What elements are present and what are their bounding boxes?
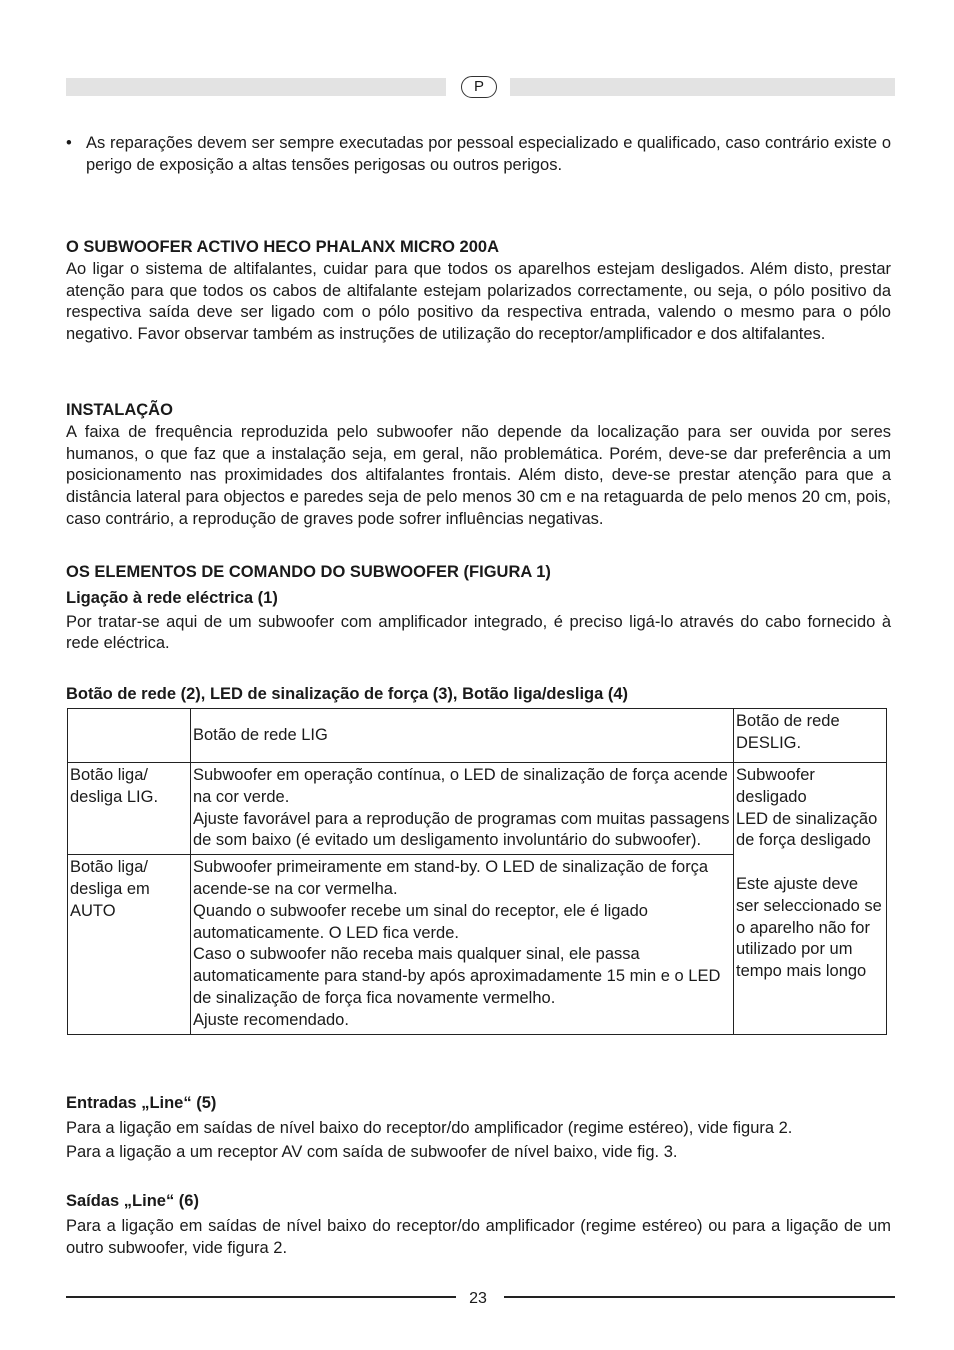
section-controls [66, 562, 891, 655]
section-installation [66, 400, 891, 531]
section-body: Por tratar-se aqui de um subwoofer com amplificador integrado, é preciso ligá-lo através do cabo fornecido à rede eléctrica. [66, 612, 891, 653]
header-bar-right [510, 78, 895, 96]
section-buttons [66, 684, 891, 706]
section-body: A faixa de frequência reproduzida pelo subwoofer não depende da localização para ser ouvida por seres humanos, o que faz que a instalação seja, em geral, não problemática. Porém, deve-se dar preferência a um posicionamento nas proximidades dos altifalantes frontais. Além disto, deve-se prestar atenção para que a distância lateral para objectos e paredes seja de pelo menos 30 cm e na retaguarda de pelo menos 20 cm, pois, caso contrário, a reprodução de graves pode sofrer influências negativas. [66, 422, 891, 528]
table-row-label: Botão liga/ desliga em AUTO [68, 855, 191, 1034]
table-cell-text: Quando o subwoofer recebe um sinal do receptor, ele é ligado automaticamente. O LED fica verde. [193, 901, 648, 942]
section-body: Ao ligar o sistema de altifalantes, cuidar para que todos os aparelhos estejam desligados. Além disto, prestar atenção para que todos os cabos de altifalante estejam polarizados correctamente, ou seja, o pólo positivo da respectiva saída deve ser ligado com o pólo positivo da respectiva entrada, valendo o mesmo para o pólo negativo. Favor observar também as instruções de utilização do receptor/amplificador e dos altifalantes. [66, 259, 891, 344]
section-title: OS ELEMENTOS DE COMANDO DO SUBWOOFER (FIGURA 1) [66, 563, 551, 581]
footer-rule-left [66, 1296, 456, 1298]
header-bar-left [66, 78, 446, 96]
section-line-inputs [66, 1093, 891, 1163]
table-row [68, 709, 887, 763]
table-header-off: Botão de rede DESLIG. [734, 709, 887, 763]
table-cell-empty [68, 709, 191, 763]
table-row-label: Botão liga/ desliga LIG. [68, 763, 191, 855]
section-line: Para a ligação em saídas de nível baixo do receptor/do amplificador (regime estéreo), vide figura 2. [66, 1118, 793, 1137]
table-row [68, 763, 887, 855]
spacer [736, 852, 884, 874]
section-subwoofer [66, 237, 891, 346]
page-number: 23 [469, 1290, 487, 1307]
table-cell-text: Ajuste recomendado. [193, 1010, 349, 1029]
table-cell-text: Subwoofer em operação contínua, o LED de sinalização de força acende na cor verde. [193, 766, 728, 806]
table-cell-text: Subwoofer primeiramente em stand-by. O LED de sinalização de força acende-se na cor vermelha. [193, 858, 709, 898]
table-cell [191, 855, 734, 1034]
section-title: Saídas „Line“ (6) [66, 1192, 199, 1210]
section-title: INSTALAÇÃO [66, 401, 173, 419]
section-subtitle: Ligação à rede eléctrica (1) [66, 588, 278, 607]
bullet-text: As reparações devem ser sempre executadas por pessoal especializado e qualificado, caso contrário existe o perigo de exposição a altas tensões perigosas ou outros perigos. [86, 134, 891, 174]
bullet-item [66, 133, 891, 177]
table-cell-off [734, 763, 887, 1035]
table-cell-text: LED de sinalização de força desligado [736, 809, 878, 850]
table-cell [191, 763, 734, 855]
section-title: O SUBWOOFER ACTIVO HECO PHALANX MICRO 200A [66, 238, 500, 256]
section-line-outputs [66, 1191, 891, 1259]
table-cell-text: Este ajuste deve ser seleccionado se o aparelho não for utilizado por um tempo mais longo [736, 874, 882, 981]
section-title: Botão de rede (2), LED de sinalização de força (3), Botão liga/desliga (4) [66, 685, 629, 703]
table-cell-text: Ajuste favorável para a reprodução de programas com muitas passagens de som baixo (é evitado um desligamento involuntário do subwoofer). [193, 809, 730, 850]
language-badge: P [461, 76, 497, 98]
footer-rule-right [504, 1296, 895, 1298]
table-cell-text: Caso o subwoofer não receba mais qualquer sinal, ele passa automaticamente para stand-by após aproximadamente 15 min e o LED de sinalização de força fica novamente vermelho. [193, 945, 721, 1007]
table-cell-text: Subwoofer desligado [736, 766, 815, 806]
section-line: Para a ligação a um receptor AV com saída de subwoofer de nível baixo, vide fig. 3. [66, 1142, 678, 1161]
bullet-symbol: • [66, 134, 72, 152]
section-body: Para a ligação em saídas de nível baixo do receptor/do amplificador (regime estéreo) ou para a ligação de um outro subwoofer, vide figura 2. [66, 1216, 891, 1257]
section-title: Entradas „Line“ (5) [66, 1094, 217, 1112]
table-header-on: Botão de rede LIG [191, 709, 734, 763]
controls-table [67, 708, 887, 1035]
